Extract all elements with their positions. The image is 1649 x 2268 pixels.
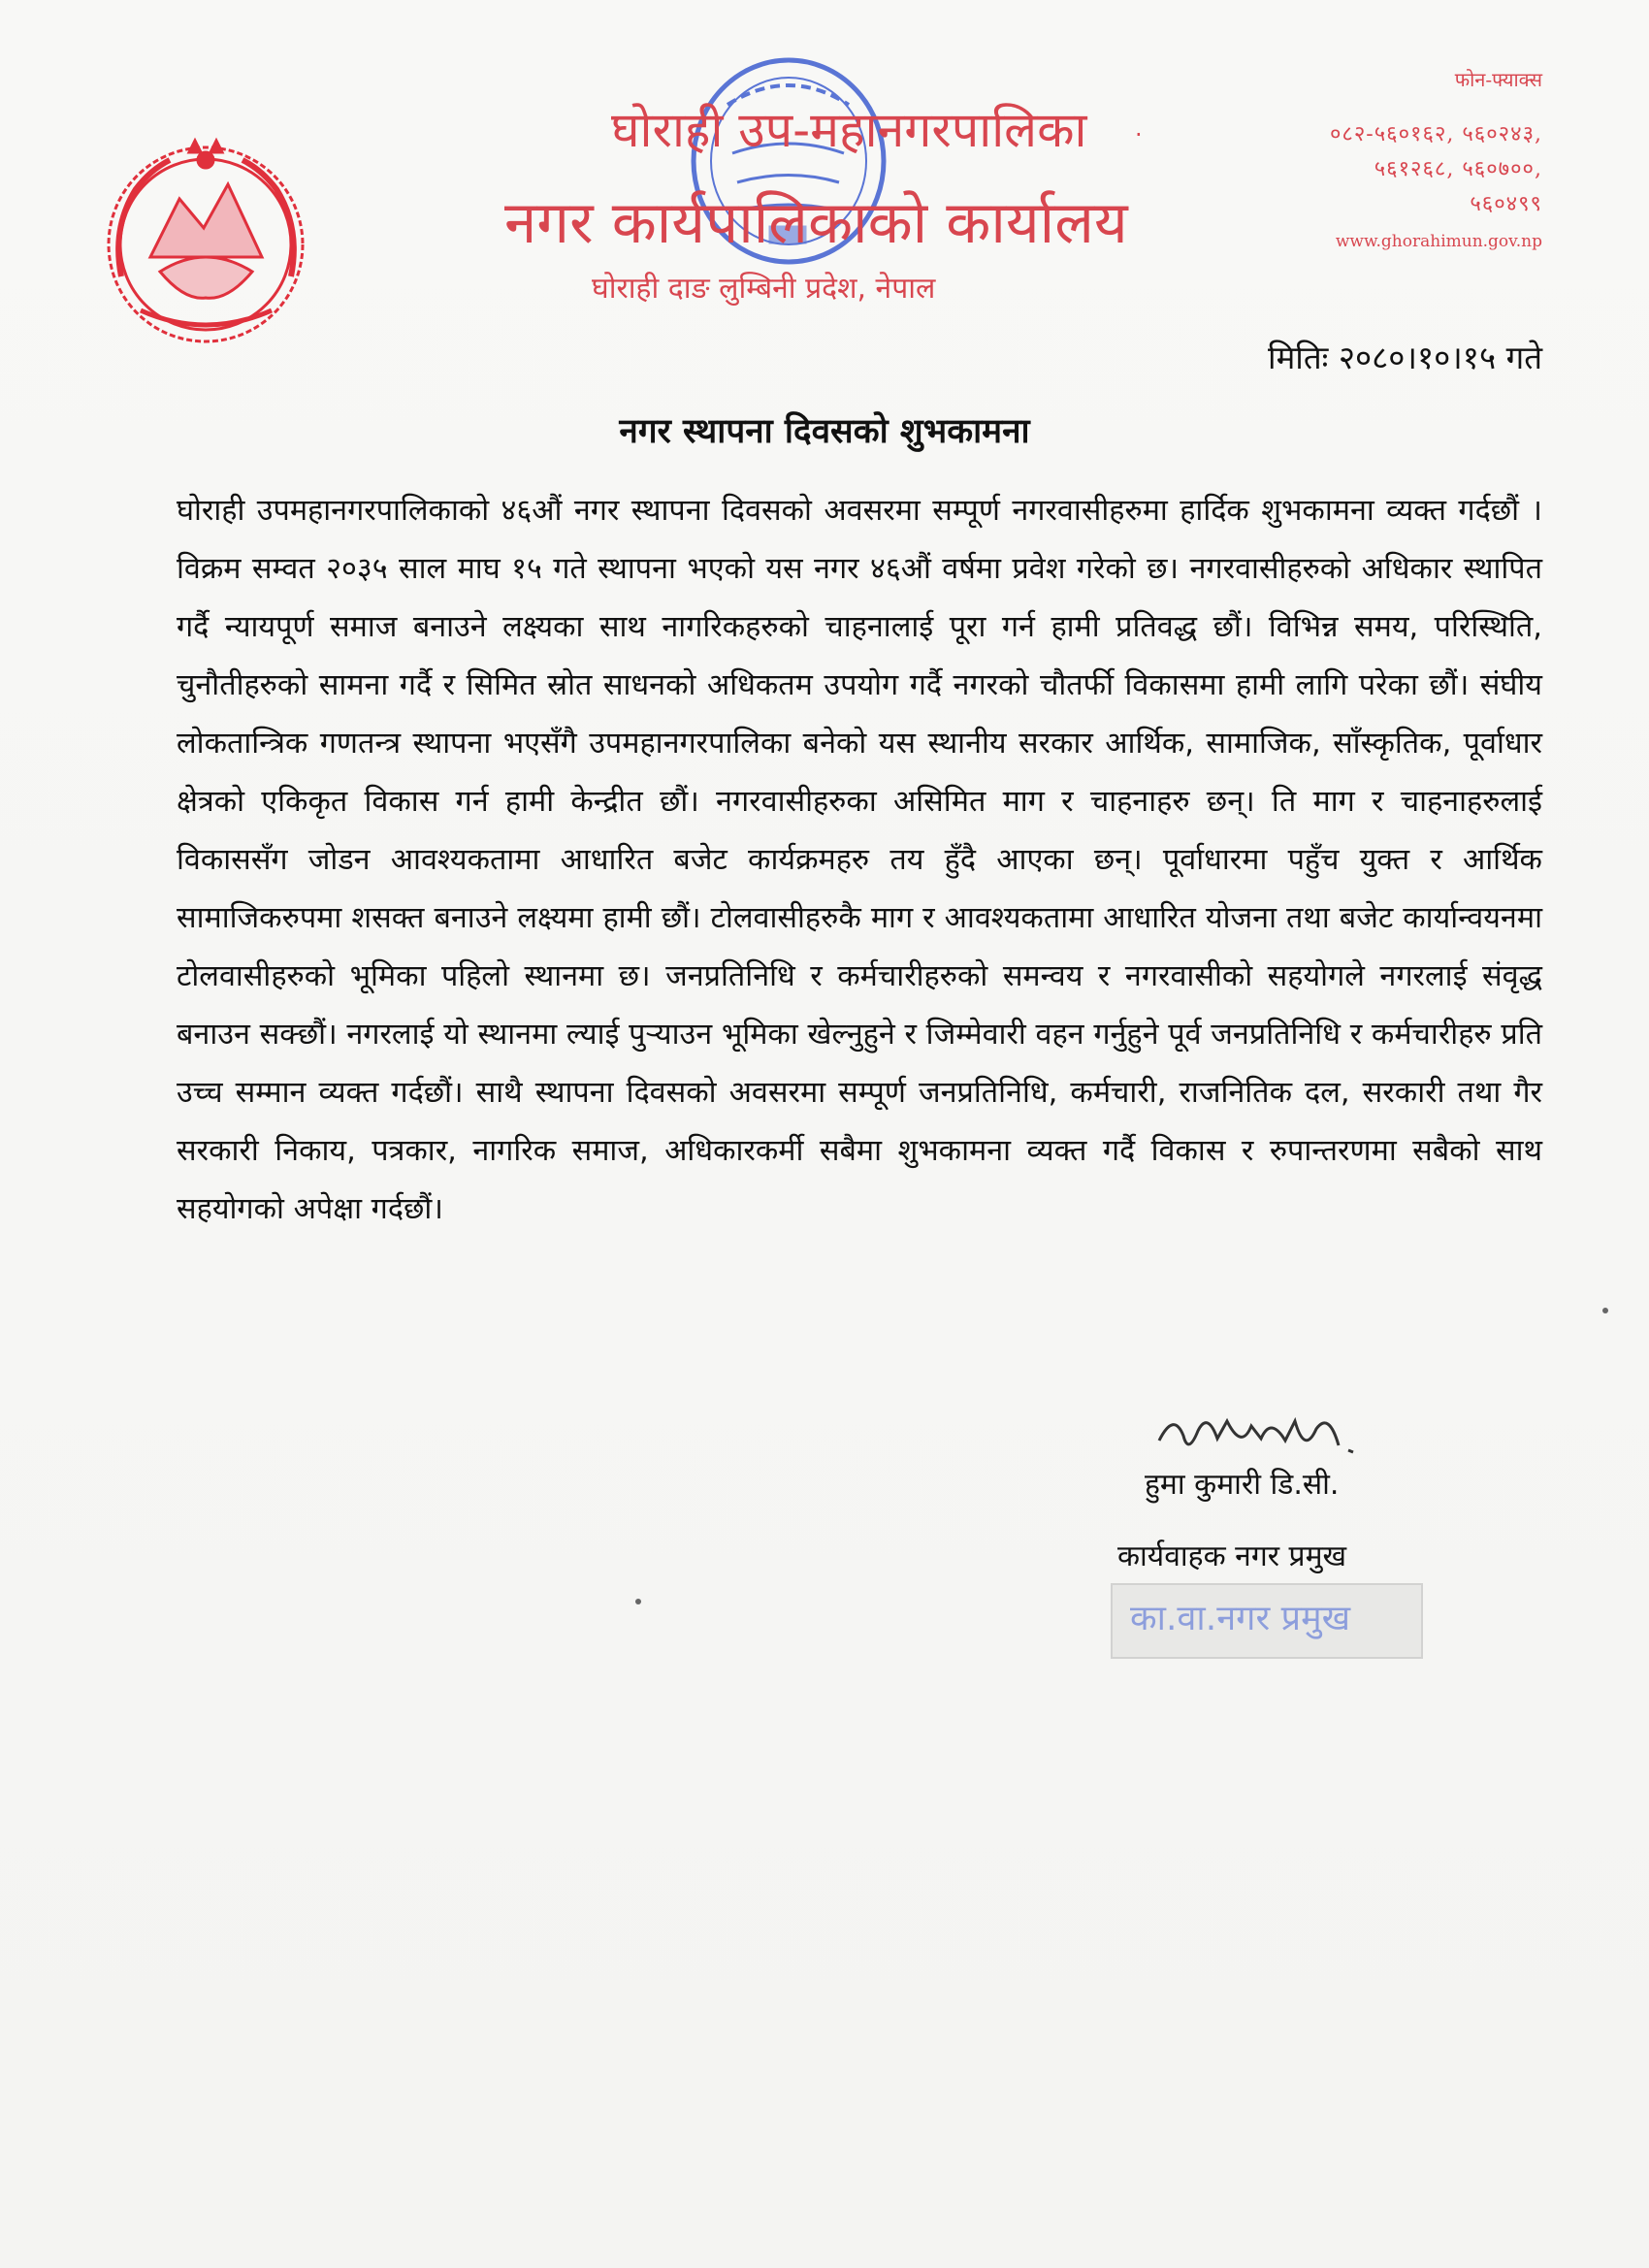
paper-speck	[635, 1599, 641, 1604]
contact-label: फोन-फ्याक्स	[1454, 68, 1542, 91]
letterhead-municipality-name: घोराही उप-महानगरपालिका	[611, 102, 1087, 158]
paper-speck	[1602, 1308, 1608, 1313]
letter-date: मितिः २०८०।१०।१५ गते	[1268, 339, 1542, 376]
signatory-name: हुमा कुमारी डि.सी.	[1145, 1468, 1340, 1502]
letterhead-address: घोराही दाङ लुम्बिनी प्रदेश, नेपाल	[592, 272, 936, 306]
contact-phone-line: ५६०४९९	[1470, 192, 1542, 216]
contact-block	[1330, 66, 1542, 251]
contact-website: www.ghorahimun.gov.np	[1335, 232, 1542, 251]
signatory-position: कार्यवाहक नगर प्रमुख	[1117, 1539, 1347, 1573]
handwritten-signature-icon	[1149, 1402, 1382, 1470]
letter-title: नगर स्थापना दिवसको शुभकामना	[619, 412, 1030, 451]
designation-stamp-text: का.वा.नगर प्रमुख	[1130, 1599, 1351, 1638]
nepal-coat-of-arms-icon	[92, 131, 320, 359]
letter-body: घोराही उपमहानगरपालिकाको ४६औं नगर स्थापना दिवसको अवसरमा सम्पूर्ण नगरवासीहरुमा हार्दिक शुभकामना व्यक्त गर्दछौं । विक्रम सम्वत २०३५ साल माघ १५ गते स्थापना भएको यस नगर ४६औं वर्षमा प्रवेश गरेको छ। नगरवासीहरुको अधिकार स्थापित गर्दै न्यायपूर्ण समाज बनाउने लक्ष्यका साथ नागरिकहरुको चाहनालाई पूरा गर्न हामी प्रतिवद्ध छौं। विभिन्न समय, परिस्थिति, चुनौतीहरुको सामना गर्दै र सिमित स्रोत साधनको अधिकतम उपयोग गर्दै नगरको चौतर्फी विकासमा हामी लागि परेका छौं। संघीय लोकतान्त्रिक गणतन्त्र स्थापना भएसँगै उपमहानगरपालिका बनेको यस स्थानीय सरकार आर्थिक, सामाजिक, साँस्कृतिक, पूर्वाधार क्षेत्रको एकिकृत विकास गर्न हामी केन्द्रीत छौं। नगरवासीहरुका असिमित माग र चाहनाहरु छन्। ति माग र चाहनाहरुलाई विकाससँग जोडन आवश्यकतामा आधारित बजेट कार्यक्रमहरु तय हुँदै आएका छन्। पूर्वाधारमा पहुँच युक्त र आर्थिक सामाजिकरुपमा शसक्त बनाउने लक्ष्यमा हामी छौं। टोलवासीहरुकै माग र आवश्यकतामा आधारित योजना तथा बजेट कार्यान्वयनमा टोलवासीहरुको भूमिका पहिलो स्थानमा छ। जनप्रतिनिधि र कर्मचारीहरुको समन्वय र नगरवासीको सहयोगले नगरलाई संवृद्ध बनाउन सक्छौं। नगरलाई यो स्थानमा ल्याई पुऱ्याउन भूमिका खेल्नुहुने र जिम्मेवारी वहन गर्नुहुने पूर्व जनप्रतिनिधि र कर्मचारीहरु प्रति उच्च सम्मान व्यक्त गर्दछौं। साथै स्थापना दिवसको अवसरमा सम्पूर्ण जनप्रतिनिधि, कर्मचारी, राजनितिक दल, सरकारी तथा गैर सरकारी निकाय, पत्रकार, नागरिक समाज, अधिकारकर्मी सबैमा शुभकामना व्यक्त गर्दै विकास र रुपान्तरणमा सबैको साथ सहयोगको अपेक्षा गर्दछौं।	[177, 494, 1542, 1226]
contact-phone-line: ०८२-५६०१६२, ५६०२४३,	[1329, 122, 1542, 146]
letterhead-dash: ·	[1135, 121, 1143, 148]
letterhead-office-name: नगर कार्यपालिकाको कार्यालय	[504, 189, 1128, 257]
contact-phone-line: ५६१२६८, ५६०७००,	[1374, 157, 1542, 181]
